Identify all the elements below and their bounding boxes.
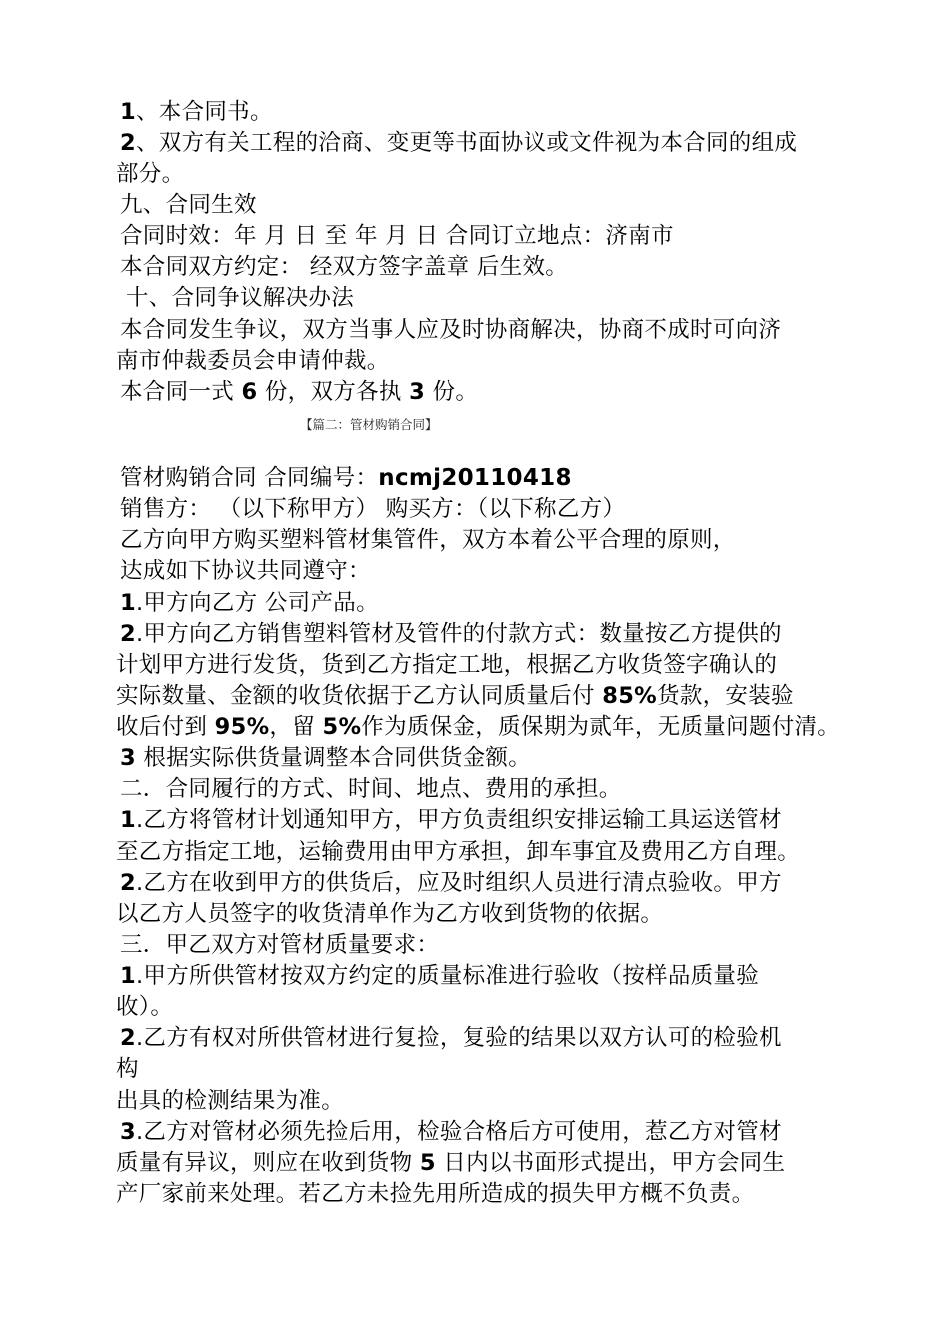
text-line: 1.甲方所供管材按双方约定的质量标准进行验收（按样品质量验 (120, 963, 760, 989)
section-heading: 十、合同争议解决办法 (126, 285, 355, 311)
section-heading: 九、合同生效 (120, 192, 257, 218)
contract-title-label: 管材购销合同 合同编号： (120, 465, 379, 491)
text-line: 1、本合同书。 (120, 99, 273, 125)
text-line: 合同时效：年 月 日 至 年 月 日 合同订立地点：济南市 (120, 223, 674, 249)
text-line: 本合同双方约定： 经双方签字盖章 后生效。 (120, 254, 569, 280)
text-line: 3.乙方对管材必须先捡后用，检验合格后方可使用，惹乙方对管材 (120, 1119, 782, 1145)
text-line: 2.甲方向乙方销售塑料管材及管件的付款方式：数量按乙方提供的 (120, 621, 782, 647)
contract-number: ncmj20110418 (378, 465, 572, 491)
contract-title (120, 462, 572, 494)
text-line: 1.乙方将管材计划通知甲方，甲方负责组织安排运输工具运送管材 (120, 807, 782, 833)
text-line: 以乙方人员签字的收货清单作为乙方收到货物的依据。 (116, 901, 664, 927)
text-line: 实际数量、金额的收货依据于乙方认同质量后付 85%货款，安装验 (116, 683, 794, 709)
text-line: 本合同一式 6 份，双方各执 3 份。 (120, 379, 479, 405)
text-line: 计划甲方进行发货，货到乙方指定工地，根据乙方收货签字确认的 (116, 652, 778, 678)
text-line: 销售方： （以下称甲方） 购买方：（以下称乙方） (120, 496, 626, 522)
section-heading: 二．合同履行的方式、时间、地点、费用的承担。 (120, 776, 622, 802)
text-line: 构 (116, 1056, 139, 1082)
text-line: 2.乙方有权对所供管材进行复捡，复验的结果以双方认可的检验机 (120, 1025, 782, 1051)
text-line: 产厂家前来处理。若乙方未捡先用所造成的损失甲方概不负责。 (116, 1181, 755, 1207)
chapter-caption: 【篇二：管材购销合同】 (300, 417, 438, 432)
text-line: 乙方向甲方购买塑料管材集管件，双方本着公平合理的原则， (120, 527, 736, 553)
text-line: 南市仲裁委员会申请仲裁。 (116, 348, 390, 374)
text-line: 达成如下协议共同遵守： (120, 558, 371, 584)
text-line: 部分。 (116, 161, 185, 187)
text-line: 2.乙方在收到甲方的供货后，应及时组织人员进行清点验收。甲方 (120, 870, 782, 896)
text-line: 收）。 (116, 994, 174, 1020)
text-line: 质量有异议，则应在收到货物 5 日内以书面形式提出，甲方会同生 (116, 1150, 786, 1176)
text-line: 2、双方有关工程的洽商、变更等书面协议或文件视为本合同的组成 (120, 130, 798, 156)
text-line: 3 根据实际供货量调整本合同供货金额。 (120, 745, 532, 771)
section-heading: 三．甲乙双方对管材质量要求： (120, 932, 440, 958)
text-line: 出具的检测结果为准。 (116, 1088, 345, 1114)
text-line: 收后付到 95%，留 5%作为质保金，质保期为贰年，无质量问题付清。 (116, 714, 841, 740)
text-line: 至乙方指定工地，运输费用由甲方承担，卸车事宜及费用乙方自理。 (116, 839, 801, 865)
text-line: 1.甲方向乙方 公司产品。 (120, 590, 379, 616)
text-line: 本合同发生争议，双方当事人应及时协商解决，协商不成时可向济 (120, 317, 782, 343)
